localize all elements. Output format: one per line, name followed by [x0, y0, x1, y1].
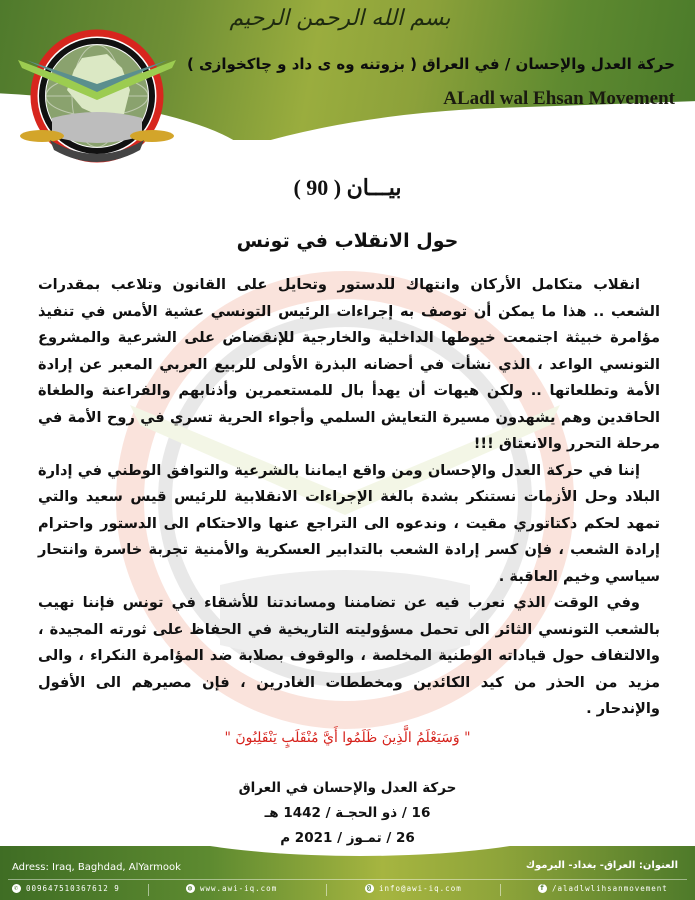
- phone-icon: ✆: [13, 884, 20, 892]
- hijri-date: 16 / ذو الحجـة / 1442 هـ: [264, 805, 431, 821]
- paragraph: وفي الوقت الذي نعرب فيه عن تضامننا ومساندتنا للأشقاء في تونس فإننا نهيب بالشعب التونسي الثائر الى تحمل مسؤوليته التاريخية في الحفاظ على ثورته المجيدة ، والالتفاف حول قياداته الوطنية المخلصة ، والوقوف بصلابة ضد المؤامرة النكراء ، والى مزيد من الحذر من كيد الكائدين ومخططات الغادرين ، فإن مصيرهم الى الأفول والإندحار .: [38, 594, 660, 717]
- footer-wave: [110, 846, 610, 856]
- statement-number: بيـــان ( 90 ): [293, 175, 402, 200]
- website-url: www.awi-iq.com: [200, 884, 278, 893]
- paragraph: انقلاب متكامل الأركان وانتهاك للدستور وتحايل على القانون وتلاعب بمقدرات الشعب .. هذا ما يمكن أن توصف به إجراءات الرئيس التونسي عشية الأمس في تنفيذ مؤامرة خبيثة اجتمعت خيوطها الداخلية والخارجية للإنقضاض على الشرعية والمشروع التونسي الواعد ، الذي نشأت في أحضانه البذرة الأولى للربيع العربي المعبر عن إرادة الأمة وتطلعاتها .. ولكن هيهات أن يهدأ بال للمستعمرين وأذنابهم والفراعنة والطغاة الحاقدين وهم يشهدون مسيرة التعايش السلمي وأجواء الحرية تسري في روح الأمة في مرحلة التحرر والانعتاق !!!: [38, 276, 660, 452]
- email-link[interactable]: [365, 884, 462, 893]
- facebook-icon: f: [539, 884, 546, 892]
- quran-verse: " وَسَيَعْلَمُ الَّذِينَ ظَلَمُوا أَيَّ مُنْقَلَبٍ يَنْقَلِبُونَ ": [224, 730, 471, 746]
- footer-divider: [8, 879, 687, 880]
- gregorian-date: 26 / تمـوز / 2021 م: [280, 830, 415, 846]
- phone-number: 009647510367612 9: [26, 884, 120, 893]
- logo-base: [52, 112, 142, 143]
- email-address: info@awi-iq.com: [379, 884, 462, 893]
- statement-body: [38, 272, 660, 723]
- organization-title-english: ALadl wal Ehsan Movement: [443, 88, 675, 109]
- website-link[interactable]: [186, 884, 277, 893]
- footer-separator: [326, 884, 327, 896]
- footer-separator: [500, 884, 501, 896]
- scale-pan-right-icon: [130, 130, 174, 142]
- signature-block: [0, 776, 695, 851]
- address-arabic: العنوان: العراق- بغداد- اليرموك: [525, 860, 678, 871]
- scale-pan-left-icon: [20, 130, 64, 142]
- paragraph: إننا في حركة العدل والإحسان ومن واقع ايماننا بالشرعية والتوافق الوطني في إدارة البلاد وحل الأزمات نستنكر بشدة بالغة الإجراءات الانقلابية للرئيس قيس سعيد والتي تمهد لحكم دكتاتوري مقيت ، وندعوه الى التراجع عنها والاحتكام الى الدستور واحترام إرادة الشعب ، فإن كسر إرادة الشعب بالتدابير العسكرية والأمنية تجربة خاسرة وانتحار سياسي وخيم العاقبة .: [38, 461, 660, 585]
- organization-title-arabic: حركة العدل والإحسان / في العراق ( بزوتنه وه ى داد و چاكخوازى ): [186, 55, 675, 73]
- at-icon: @: [366, 884, 373, 892]
- facebook-handle: /aladlwlihsanmovement: [552, 884, 668, 893]
- phone-contact[interactable]: [12, 884, 120, 893]
- address-english: Adress: Iraq, Baghdad, AlYarmook: [12, 862, 181, 873]
- globe-icon: ◍: [187, 884, 194, 892]
- signature-organization: حركة العدل والإحسان في العراق: [238, 780, 457, 796]
- contact-row: [0, 884, 695, 898]
- basmala: بسم الله الرحمن الرحيم: [229, 6, 451, 31]
- facebook-link[interactable]: [538, 884, 668, 893]
- statement-title: حول الانقلاب في تونس: [236, 230, 459, 252]
- organization-logo: [12, 18, 182, 168]
- footer-separator: [148, 884, 149, 896]
